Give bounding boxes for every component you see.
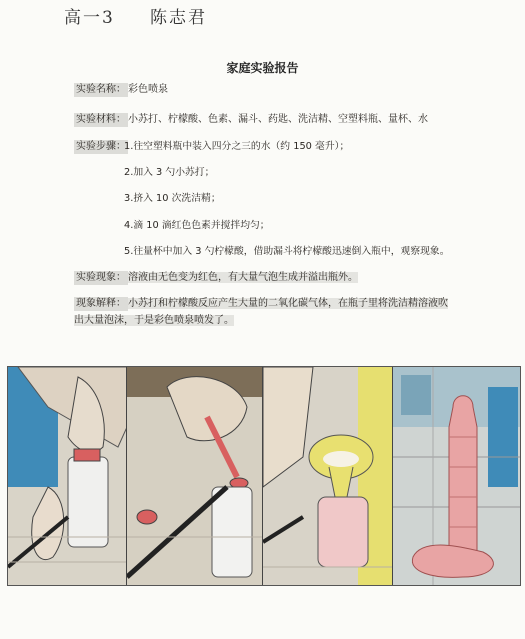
materials-row [74,113,428,127]
report-title: 家庭实验报告 [226,61,299,75]
handwritten-name: 陈志君 [150,8,207,28]
adding-soda-photo [127,367,262,585]
step-1: 1.往空塑料瓶中装入四分之三的水（约 150 毫升）； [124,141,350,152]
materials-label: 实验材料： [76,114,126,125]
explanation-row [74,297,448,311]
materials-value: 小苏打、柠檬酸、色素、漏斗、药匙、洗洁精、空塑料瓶、量杯、水 [128,114,428,125]
step-3: 3.挤入 10 次洗洁精； [124,193,221,204]
phenomenon-value: 溶液由无色变为红色，有大量气泡生成并溢出瓶外。 [128,272,358,283]
funnel-citric-acid-photo [263,367,393,585]
explanation-label: 现象解释： [76,298,126,309]
explanation-line-2-row [74,314,234,328]
steps-label: 实验步骤： [76,141,126,152]
photo-strip [7,366,521,586]
foam-fountain-photo [393,367,520,585]
pouring-water-photo [8,367,127,585]
step-5: 5.往量杯中加入 3 勺柠檬酸，借助漏斗将柠檬酸迅速倒入瓶中，观察现象。 [124,246,450,257]
experiment-name-value: 彩色喷泉 [128,84,168,95]
step-4: 4.滴 10 滴红色色素并搅拌均匀； [124,220,270,231]
phenomenon-row [74,271,358,285]
experiment-name-row [74,83,168,97]
explanation-line-1: 小苏打和柠檬酸反应产生大量的二氧化碳气体，在瓶子里将洗洁精溶液吹 [128,298,448,309]
experiment-name-label: 实验名称： [76,84,126,95]
phenomenon-label: 实验现象： [76,272,126,283]
explanation-line-2: 出大量泡沫，于是彩色喷泉喷发了。 [74,315,234,326]
step-2: 2.加入 3 勺小苏打； [124,167,215,178]
handwritten-class: 高一3 [64,8,115,28]
steps-label-row [74,140,128,154]
